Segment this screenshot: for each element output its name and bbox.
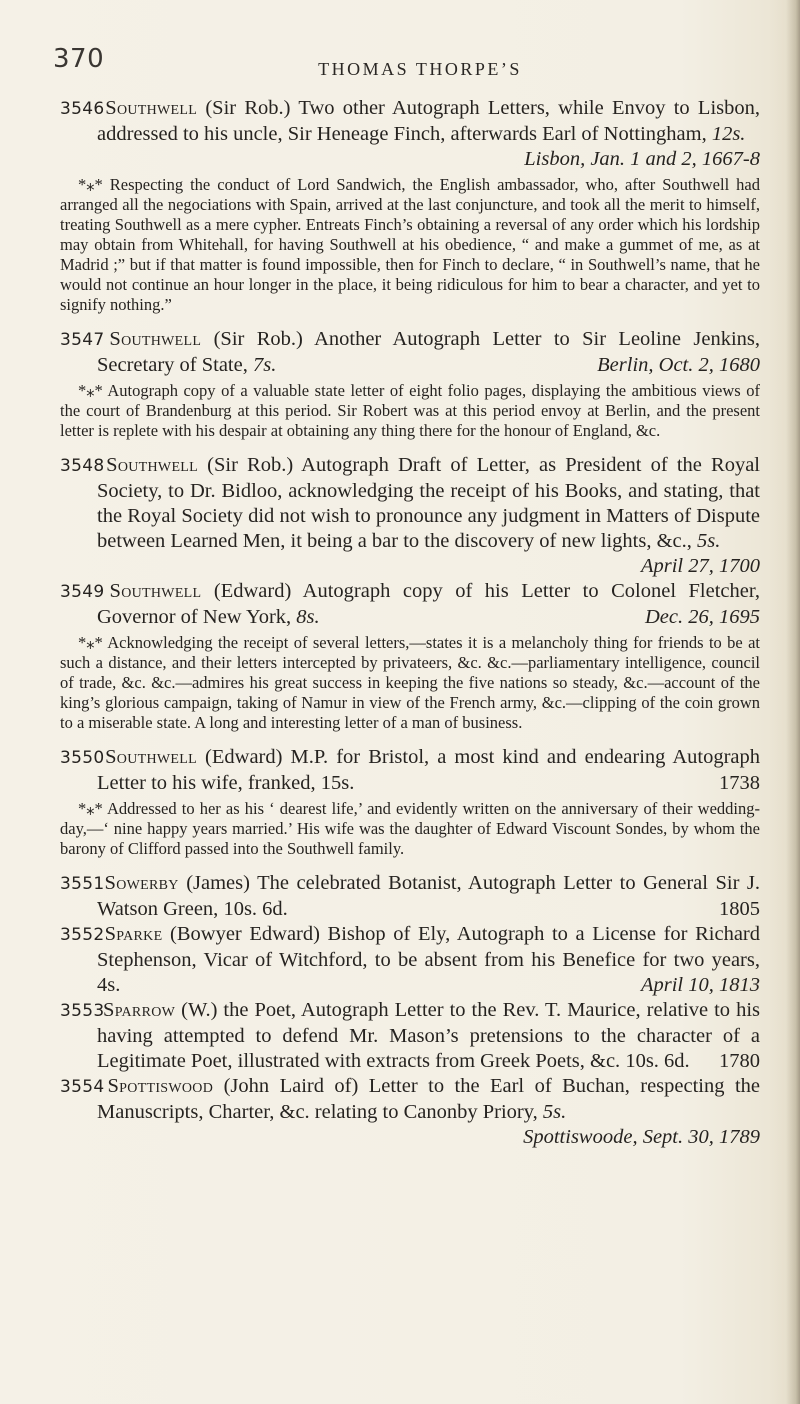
entry-price: 7s. [252, 354, 277, 376]
entry-dateline: Dec. 26, 1695 [644, 606, 760, 628]
author-name: Southwell [105, 97, 198, 119]
entry-note: *⁎* Addressed to her as his ‘ dearest life,’ and evidently written on the anniversary of their wedding-day,—‘ nine happy years married.’ His wife was the daughter of Edward Viscount Sondes, by whom the barony of Clifford passed into the Southwell family. [60, 799, 760, 858]
page-header [0, 42, 800, 82]
entry-text: (Sir Rob.) Two other Autograph Letters, while Envoy to Lisbon, addressed to his uncle, Sir Heneage Finch, afterwards Earl of Nottingham, [97, 97, 760, 145]
entry-note: *⁎* Respecting the conduct of Lord Sandwich, the English ambassador, who, after Southwell had arranged all the negociations with Spain, arrived at the last conjuncture, and took all the merit to himself, treating Southwell as a mere cypher. Entreats Finch’s obtaining a reversal of any order which his lordship may obtain from Whitehall, for having Southwell at his obedience, “ and make a gummet of me, as at Madrid ;” but if that matter is found impossible, then for Finch to declare, “ in Southwell’s name, that he would not continue an hour longer in the place, it being ridiculous for him to bear a character, and yet to signify nothing.” [60, 175, 760, 314]
entry-dateline: April 10, 1813 [640, 974, 760, 996]
author-name: Southwell [109, 328, 202, 350]
entry-price: 8s. [296, 606, 320, 628]
entry-text: (Sir Rob.) Autograph Draft of Letter, as President of the Royal Society, to Dr. Bidloo, acknowledging the receipt of his Books, and stating, that the Royal Society did not wish to pronounce any judgment in Matters of Dispute between Learned Men, it being a bar to the discovery of new lights, &c., [97, 454, 760, 552]
author-name: Spottiswood [107, 1075, 214, 1097]
author-name: Southwell [106, 454, 198, 476]
entry-dateline: Lisbon, Jan. 1 and 2, 1667-8 [524, 148, 760, 170]
lot-number: 3550 [60, 748, 105, 768]
entry-note: *⁎* Autograph copy of a valuable state letter of eight folio pages, displaying the ambitious views of the court of Brandenburg at this period. Sir Robert was at this period envoy at Berlin, and the present letter is replete with his despair at obtaining any thing there for the honour of England, &c. [60, 381, 760, 440]
entry-3546 [60, 96, 760, 315]
entry-3548 [60, 453, 760, 577]
entry-price: 12s. [711, 123, 746, 145]
page-spine-shadow [786, 0, 800, 1404]
entry-text: (Bowyer Edward) Bishop of Ely, Autograph to a License for Richard Stephenson, Vicar of Witchford, to be absent from his Benefice for two years, [97, 923, 760, 971]
page-number: 370 [53, 44, 105, 74]
catalogue-entries [60, 96, 760, 1150]
entry-3554 [60, 1074, 760, 1148]
entry-3547 [60, 327, 760, 441]
author-name: Southwell [109, 580, 202, 602]
entry-dateline: 1738 [719, 772, 760, 794]
entry-text: (Edward) Autograph copy of his Letter to Colonel Fletcher, Governor of New York, [97, 580, 761, 628]
entry-price: 15s. [320, 772, 355, 794]
lot-number: 3551 [60, 874, 105, 894]
entry-price: 10s. 6d. [223, 898, 288, 920]
entry-dateline: Berlin, Oct. 2, 1680 [597, 354, 760, 376]
lot-number: 3554 [60, 1077, 105, 1097]
author-name: Southwell [105, 746, 197, 768]
entry-3553 [60, 998, 760, 1074]
author-name: Sparrow [103, 999, 176, 1021]
lot-number: 3546 [60, 99, 105, 119]
entry-price: 4s. [97, 974, 121, 996]
entry-3550 [60, 745, 760, 859]
entry-3549 [60, 579, 760, 733]
entry-text: (Edward) M.P. for Bristol, a most kind and endearing Autograph Letter to his wife, franked, [97, 746, 761, 794]
entry-3551 [60, 871, 760, 922]
author-name: Sparke [104, 923, 163, 945]
entry-text: (Sir Rob.) Another Autograph Letter to Sir Leoline Jenkins, Secretary of State, [97, 328, 761, 376]
entry-text: (James) The celebrated Botanist, Autograph Letter to General Sir J. Watson Green, [97, 872, 761, 920]
entry-price: 5s. [697, 530, 721, 552]
author-name: Sowerby [104, 872, 179, 894]
entry-3552 [60, 922, 760, 998]
running-head: THOMAS THORPE’S [318, 59, 522, 79]
entry-text: (W.) the Poet, Autograph Letter to the Rev. T. Maurice, relative to his having attempted to defend Mr. Mason’s pretensions to the character of a Legitimate Poet, illustrated with extracts from Greek Poets, &c. [97, 999, 760, 1072]
entry-dateline: 1805 [719, 898, 760, 920]
entry-text: (John Laird of) Letter to the Earl of Buchan, respecting the Manuscripts, Charter, &c. relating to Canonby Priory, [97, 1075, 760, 1123]
entry-note: *⁎* Acknowledging the receipt of several letters,—states it is a melancholy thing for friends to be at such a distance, and their letters intercepted by privateers, &c. &c.—parliamentary intelligence, council of trade, &c. &c.—admires his great success in keeping the five nations so steady, &c.—account of the king’s glorious campaign, taking of Namur in view of the French army, &c.—clipping of the coin grown to a miserable state. A long and interesting letter of a man of business. [60, 633, 760, 732]
entry-dateline: 1780 [719, 1050, 760, 1072]
lot-number: 3552 [60, 925, 105, 945]
entry-price: 5s. [542, 1101, 567, 1123]
lot-number: 3547 [60, 330, 105, 350]
lot-number: 3548 [60, 456, 105, 476]
lot-number: 3553 [60, 1001, 105, 1021]
lot-number: 3549 [60, 582, 105, 602]
entry-dateline: April 27, 1700 [640, 555, 760, 577]
entry-price: 10s. 6d. [625, 1050, 690, 1072]
entry-dateline: Spottiswoode, Sept. 30, 1789 [523, 1126, 760, 1148]
